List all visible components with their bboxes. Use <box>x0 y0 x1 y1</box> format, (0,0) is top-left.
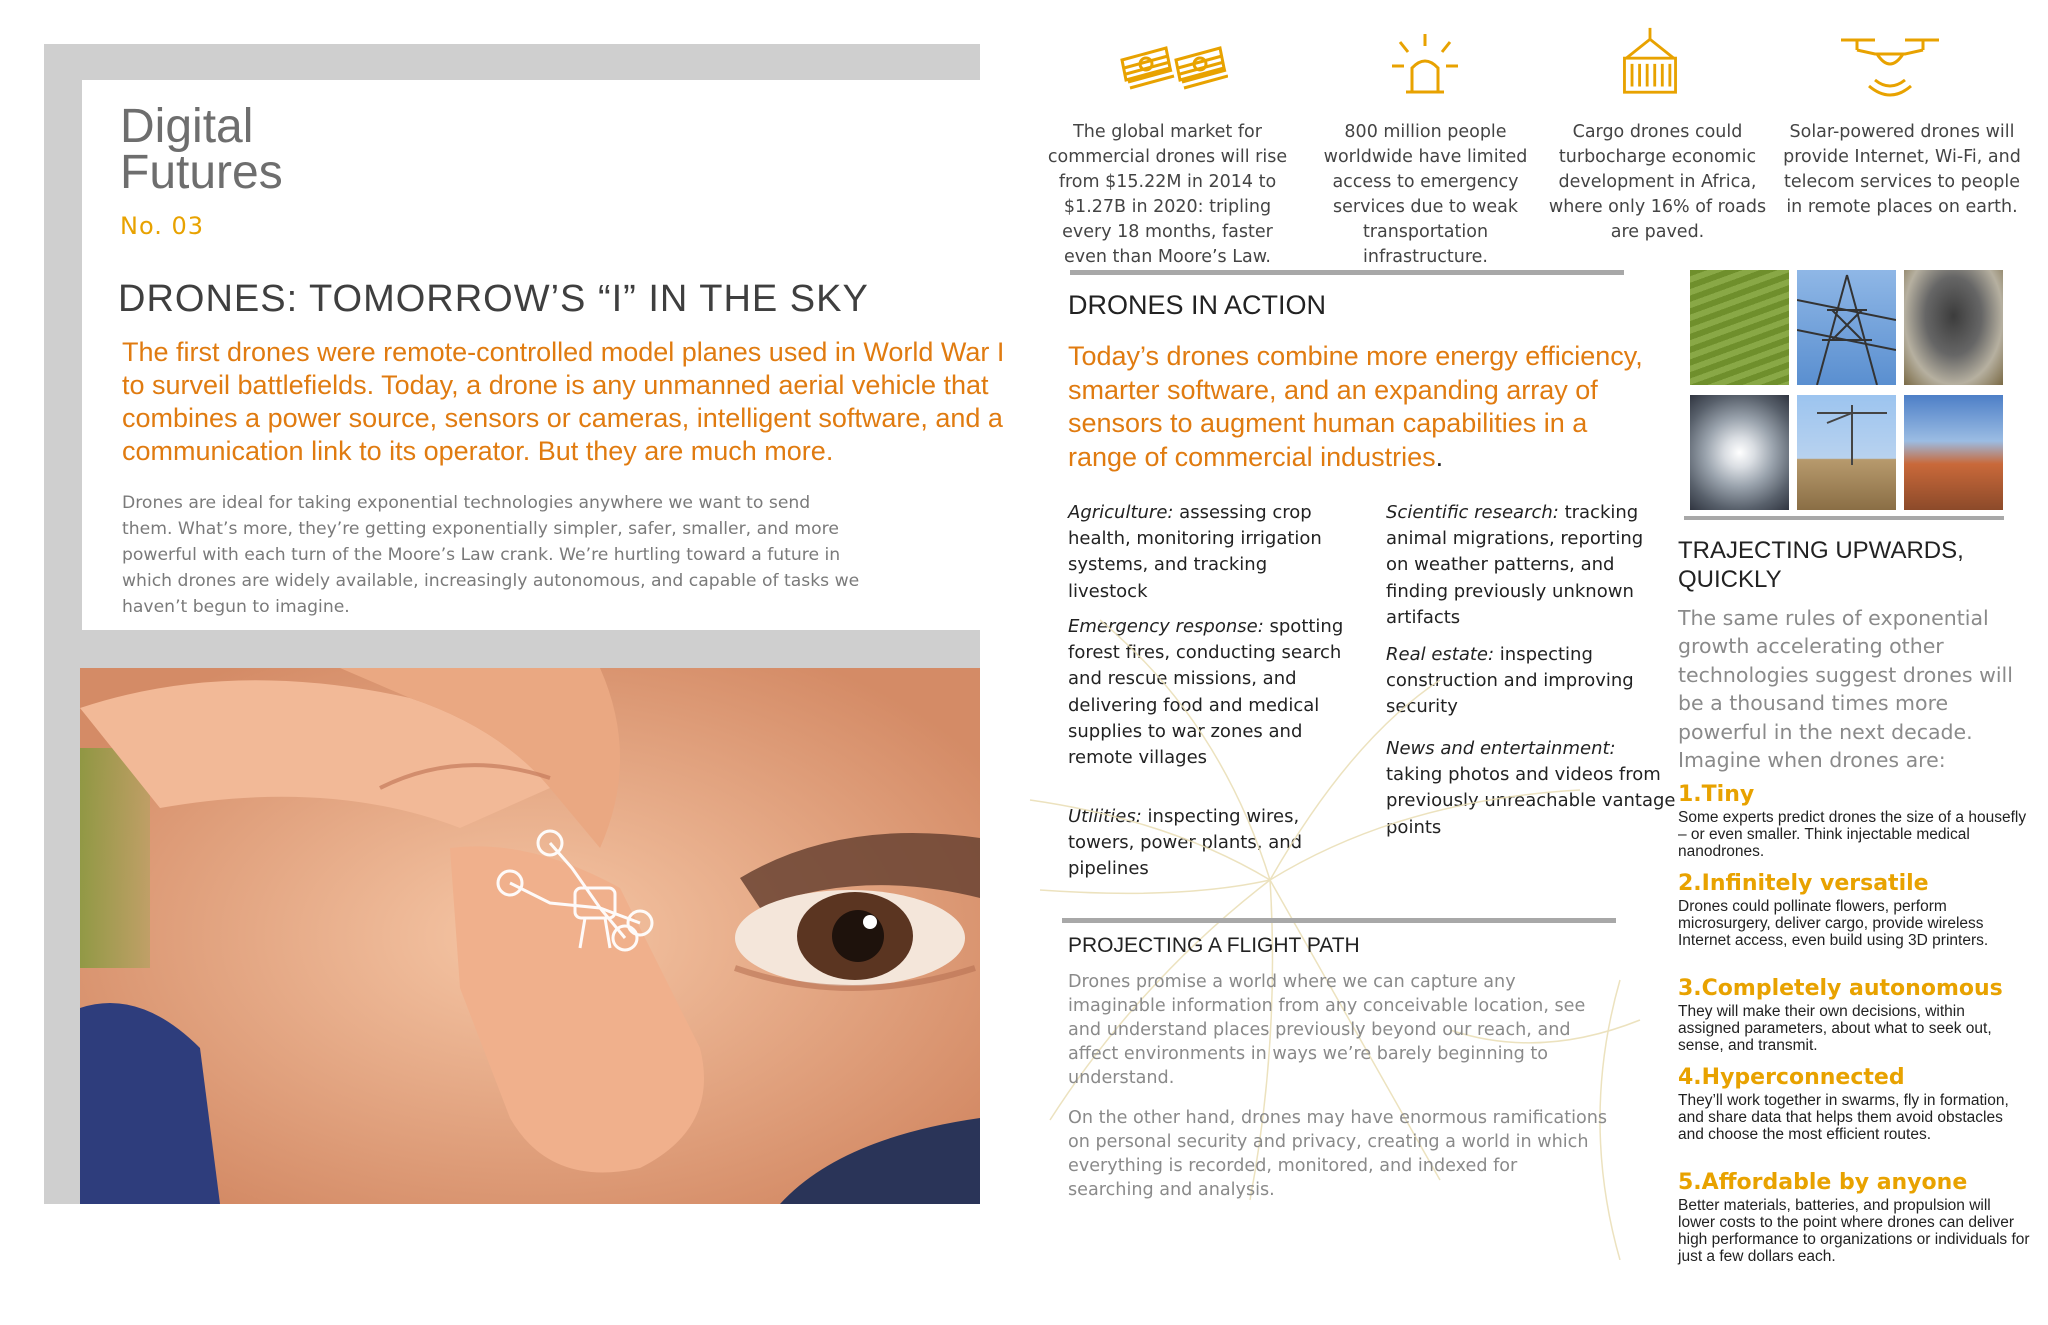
section-divider-bottom <box>1062 918 1616 923</box>
stat-text-3: Cargo drones could turbocharge economic development in Africa, where only 16% of roads are paved. <box>1548 122 1767 242</box>
title-line-2: Futures <box>120 146 283 199</box>
item-text: inspecting wires, towers, power plants, and pipelines <box>1068 806 1303 880</box>
article-lead: The first drones were remote-controlled model planes used in World War I to surveil battlefields. Today, a drone is any unmanned aerial vehicle that combines a power source, sensors or cameras, intelligent software, and a communication link to its operator. But they are much more. <box>122 337 1005 466</box>
item-label: Utilities: <box>1068 806 1142 827</box>
crane-icon <box>1797 395 1896 510</box>
trajecting-heading-line-1: TRAJECTING UPWARDS, <box>1678 537 1964 564</box>
power-tower-photo <box>1797 270 1896 385</box>
trajecting-intro: The same rules of exponential growth accelerating other technologies suggest drones will be a thousand times more powerful in the next decade. Imagine when drones are: <box>1678 606 2013 773</box>
article-body: Drones are ideal for taking exponential technologies anywhere we want to send them. What’s more, they’re getting exponentially simpler, safer, smaller, and more powerful with each turn of the Moore’s Law crank. We’re hurtling toward a future in which drones are widely available, increasingly autonomous, and capable of tasks we haven’t begun to imagine. <box>122 493 860 617</box>
article-heading: DRONES: TOMORROW’S “I” IN THE SKY <box>118 278 869 320</box>
drone-signal-icon <box>1835 30 1945 100</box>
trajecting-heading-line-2: QUICKLY <box>1678 566 1782 593</box>
cargo-container-icon <box>1595 26 1705 96</box>
trajecting-heading <box>1678 536 1964 594</box>
money-stacks-icon <box>1118 30 1228 100</box>
future-item-title-4: 4.Hyperconnected <box>1678 1065 1905 1090</box>
item-label: News and entertainment: <box>1386 738 1616 759</box>
issue-number: No. 03 <box>120 212 205 240</box>
item-text: assessing crop health, monitoring irrigation systems, and tracking livestock <box>1068 502 1322 602</box>
stat-icon-2 <box>1370 30 1480 104</box>
future-item-title-1: 1.Tiny <box>1678 782 1755 807</box>
item-label: Scientific research: <box>1386 502 1559 523</box>
action-lead-end: . <box>1435 441 1444 472</box>
wildfire-smoke-photo <box>1904 270 2003 385</box>
stat-text-2: 800 million people worldwide have limited access to emergency services due to weak transportation infrastructure. <box>1323 122 1528 267</box>
future-item-title-2: 2.Infinitely versatile <box>1678 871 1929 896</box>
flight-heading: PROJECTING A FLIGHT PATH <box>1068 934 1360 957</box>
flight-paragraph-1: Drones promise a world where we can capture any imaginable information from any conceivable location, see and understand places previously beyond our reach, and affect environments in ways we’re barely beginning to understand. <box>1068 972 1586 1088</box>
photo-illustration <box>80 668 980 1204</box>
future-item-text-5: Better materials, batteries, and propulsion will lower costs to the point where drones can deliver high performance to organizations or individuals for just a few dollars each. <box>1678 1197 2030 1265</box>
item-label: Agriculture: <box>1068 502 1174 523</box>
section-divider-top <box>1070 270 1624 275</box>
stat-text-4: Solar-powered drones will provide Internet, Wi-Fi, and telecom services to people in remote places on earth. <box>1783 122 2021 217</box>
future-item-title-5: 5.Affordable by anyone <box>1678 1170 1968 1195</box>
action-heading: DRONES IN ACTION <box>1068 290 1327 320</box>
item-label: Emergency response: <box>1068 616 1264 637</box>
item-text: taking photos and videos from previously unreachable vantage points <box>1386 764 1676 838</box>
alarm-light-icon <box>1370 30 1480 100</box>
stat-icon-3 <box>1595 26 1705 100</box>
title-line-1: Digital <box>120 100 254 153</box>
canyon-photo <box>1904 395 2003 510</box>
future-item-text-1: Some experts predict drones the size of a housefly – or even smaller. Think injectable medical nanodrones. <box>1678 809 2027 860</box>
future-item-text-3: They will make their own decisions, within assigned parameters, about what to seek out, sense, and transmit. <box>1678 1003 1992 1054</box>
item-text: spotting forest fires, conducting search and rescue missions, and delivering food and medical supplies to war zones and remote villages <box>1068 616 1344 769</box>
item-text: inspecting construction and improving security <box>1386 644 1634 718</box>
stat-text-1: The global market for commercial drones will rise from $15.22M in 2014 to $1.27B in 2020: tripling every 18 months, faster even than Moore’s Law. <box>1047 122 1288 267</box>
power-tower-icon <box>1797 270 1896 385</box>
future-item-text-4: They’ll work together in swarms, fly in formation, and share data that helps them avoid obstacles and choose the most efficient routes. <box>1678 1092 2009 1143</box>
tiles-divider <box>1684 516 2004 520</box>
child-with-drone-photo <box>80 668 980 1204</box>
flight-paragraph-2: On the other hand, drones may have enormous ramifications on personal security and privacy, creating a world in which everything is recorded, monitored, and indexed for searching and analysis. <box>1068 1108 1608 1200</box>
item-label: Real estate: <box>1386 644 1495 665</box>
future-item-title-3: 3.Completely autonomous <box>1678 976 2003 1001</box>
stat-icon-4 <box>1835 30 1945 104</box>
construction-photo <box>1797 395 1896 510</box>
stat-icon-1 <box>1118 30 1228 104</box>
hurricane-photo <box>1690 395 1789 510</box>
vineyard-photo <box>1690 270 1789 385</box>
item-text: tracking animal migrations, reporting on weather patterns, and finding previously unknown artifacts <box>1386 502 1644 628</box>
future-item-text-2: Drones could pollinate flowers, perform microsurgery, deliver cargo, provide wireless Internet access, even build using 3D printers. <box>1678 898 1989 949</box>
drone-use-photo-grid <box>1690 270 2005 510</box>
action-lead <box>1068 340 1648 474</box>
publication-title <box>120 100 283 240</box>
action-lead-text: Today’s drones combine more energy efficiency, smarter software, and an expanding array of sensors to augment human capabilities in a range of commercial industries <box>1068 341 1643 472</box>
